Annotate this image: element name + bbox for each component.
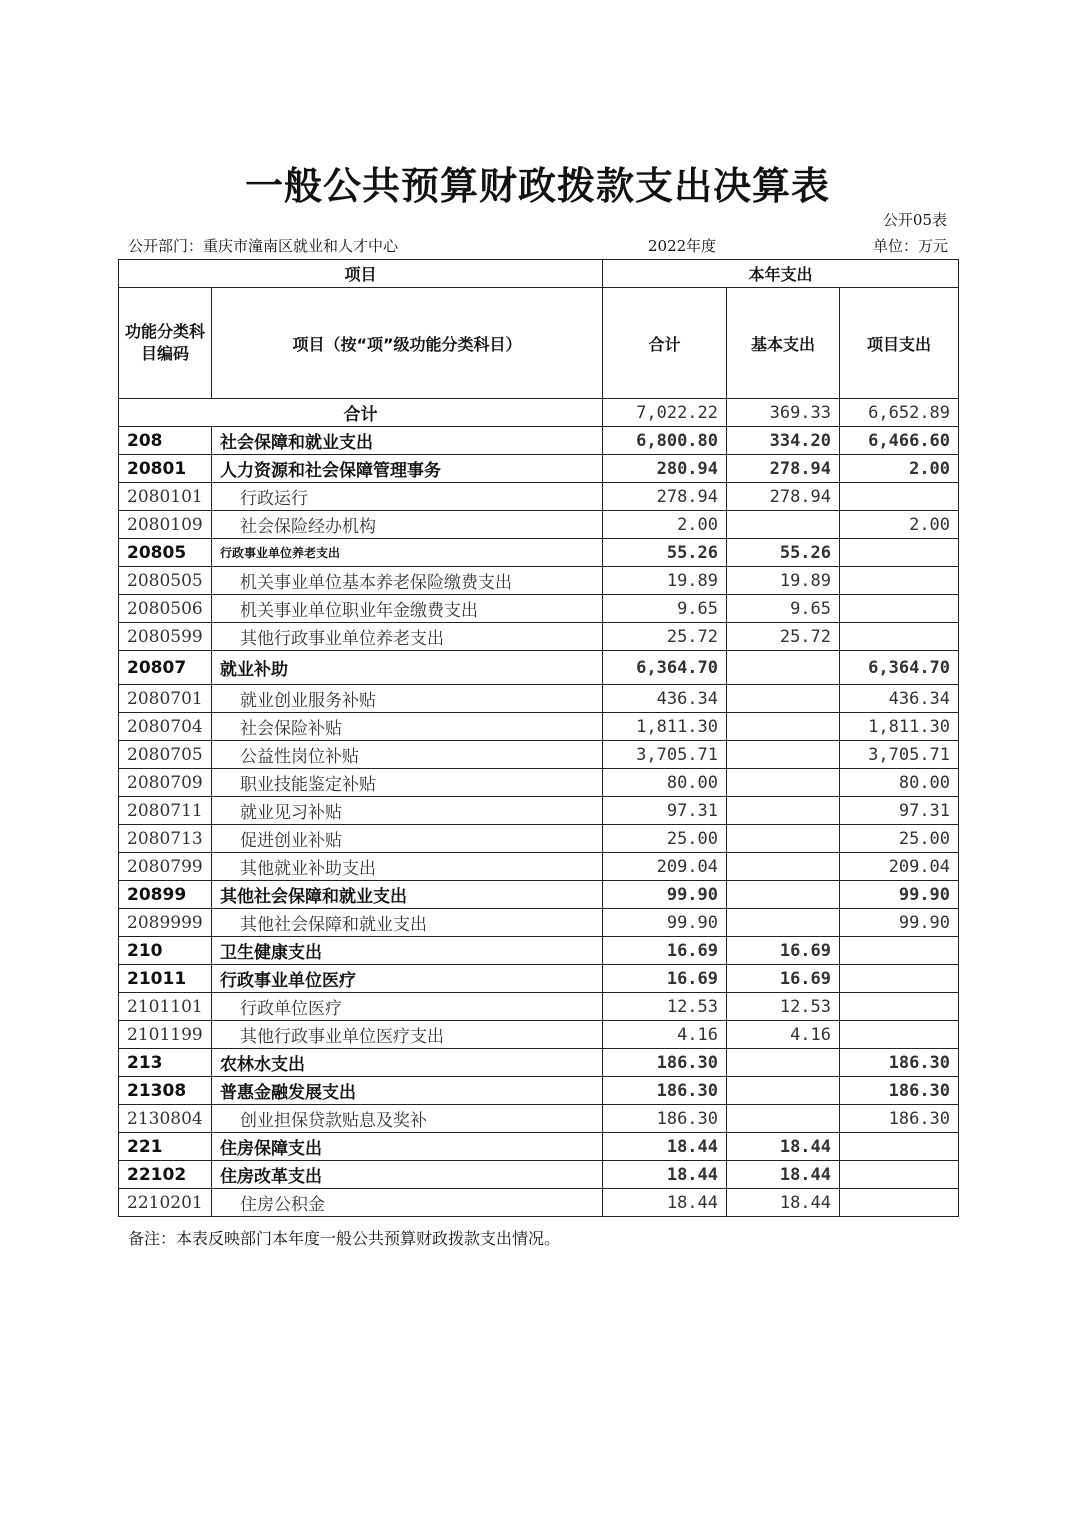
row-total: 18.44: [603, 1161, 727, 1189]
row-total: 9.65: [603, 595, 727, 623]
table-row: [119, 539, 959, 567]
year-label: 2022年度: [648, 237, 717, 255]
row-basic: 18.44: [727, 1133, 840, 1161]
row-name: 社会保险经办机构: [212, 511, 603, 539]
row-code: 21308: [119, 1077, 212, 1105]
row-code: 2080101: [119, 483, 212, 511]
row-code: 221: [119, 1133, 212, 1161]
table-row: [119, 623, 959, 651]
row-total: 186.30: [603, 1049, 727, 1077]
row-name: 住房公积金: [212, 1189, 603, 1217]
row-code: 2080506: [119, 595, 212, 623]
row-project: [840, 595, 959, 623]
row-total: 19.89: [603, 567, 727, 595]
row-total: 4.16: [603, 1021, 727, 1049]
row-basic: 25.72: [727, 623, 840, 651]
row-code: 213: [119, 1049, 212, 1077]
row-total: 12.53: [603, 993, 727, 1021]
table-row: [119, 713, 959, 741]
row-name: 创业担保贷款贴息及奖补: [212, 1105, 603, 1133]
row-project: [840, 1161, 959, 1189]
row-total: 99.90: [603, 881, 727, 909]
row-total: 18.44: [603, 1189, 727, 1217]
row-code: 2080704: [119, 713, 212, 741]
row-project: 97.31: [840, 797, 959, 825]
row-code: 2210201: [119, 1189, 212, 1217]
row-name: 行政事业单位养老支出: [212, 539, 603, 567]
row-code: 20801: [119, 455, 212, 483]
unit-label: 单位：万元: [872, 237, 948, 255]
row-basic: 12.53: [727, 993, 840, 1021]
row-basic: 18.44: [727, 1161, 840, 1189]
row-name: 其他社会保障和就业支出: [212, 909, 603, 937]
row-total: 97.31: [603, 797, 727, 825]
department-label: 公开部门：重庆市潼南区就业和人才中心: [128, 237, 399, 255]
row-basic: 4.16: [727, 1021, 840, 1049]
table-row: [119, 1021, 959, 1049]
row-name: 其他社会保障和就业支出: [212, 881, 603, 909]
row-total: 6,364.70: [603, 651, 727, 685]
row-name: 机关事业单位职业年金缴费支出: [212, 595, 603, 623]
table-row: [119, 741, 959, 769]
row-project: [840, 623, 959, 651]
row-name: 人力资源和社会保障管理事务: [212, 455, 603, 483]
row-name: 机关事业单位基本养老保险缴费支出: [212, 567, 603, 595]
table-row: [119, 1049, 959, 1077]
header-basic: 基本支出: [727, 288, 840, 399]
header-current-year: 本年支出: [603, 260, 959, 288]
table-row: [119, 595, 959, 623]
table-row: [119, 651, 959, 685]
row-project: 80.00: [840, 769, 959, 797]
summary-basic: 369.33: [727, 399, 840, 427]
row-total: 436.34: [603, 685, 727, 713]
row-project: 3,705.71: [840, 741, 959, 769]
row-basic: 9.65: [727, 595, 840, 623]
row-project: [840, 1189, 959, 1217]
table-row: [119, 965, 959, 993]
row-name: 就业创业服务补贴: [212, 685, 603, 713]
row-code: 2089999: [119, 909, 212, 937]
summary-project: 6,652.89: [840, 399, 959, 427]
row-name: 其他行政事业单位养老支出: [212, 623, 603, 651]
row-project: [840, 937, 959, 965]
row-project: 25.00: [840, 825, 959, 853]
row-name: 其他就业补助支出: [212, 853, 603, 881]
row-project: 1,811.30: [840, 713, 959, 741]
row-basic: [727, 853, 840, 881]
table-row: [119, 483, 959, 511]
row-basic: [727, 909, 840, 937]
row-basic: 278.94: [727, 455, 840, 483]
row-name: 普惠金融发展支出: [212, 1077, 603, 1105]
row-code: 2101199: [119, 1021, 212, 1049]
row-basic: [727, 1105, 840, 1133]
table-row: [119, 1077, 959, 1105]
row-project: 99.90: [840, 909, 959, 937]
row-name: 其他行政事业单位医疗支出: [212, 1021, 603, 1049]
table-row: [119, 825, 959, 853]
row-basic: 278.94: [727, 483, 840, 511]
table-row: [119, 909, 959, 937]
row-project: 436.34: [840, 685, 959, 713]
row-basic: [727, 797, 840, 825]
table-row: [119, 1161, 959, 1189]
header-row-2: [119, 288, 959, 399]
header-row-1: [119, 260, 959, 288]
row-name: 行政运行: [212, 483, 603, 511]
row-basic: 18.44: [727, 1189, 840, 1217]
header-project: 项目: [119, 260, 603, 288]
row-name: 行政单位医疗: [212, 993, 603, 1021]
row-name: 社会保障和就业支出: [212, 427, 603, 455]
table-row: [119, 853, 959, 881]
row-name: 农林水支出: [212, 1049, 603, 1077]
row-project: 2.00: [840, 455, 959, 483]
row-total: 6,800.80: [603, 427, 727, 455]
row-basic: [727, 651, 840, 685]
row-basic: [727, 741, 840, 769]
row-code: 2080705: [119, 741, 212, 769]
row-code: 2080799: [119, 853, 212, 881]
row-project: 186.30: [840, 1105, 959, 1133]
row-basic: [727, 769, 840, 797]
expenditure-table: [118, 259, 959, 1217]
table-row: [119, 937, 959, 965]
row-basic: [727, 1049, 840, 1077]
table-row: [119, 797, 959, 825]
header-total: 合计: [603, 288, 727, 399]
row-name: 住房改革支出: [212, 1161, 603, 1189]
row-total: 55.26: [603, 539, 727, 567]
row-name: 就业补助: [212, 651, 603, 685]
table-row: [119, 511, 959, 539]
row-name: 住房保障支出: [212, 1133, 603, 1161]
table-row: [119, 1105, 959, 1133]
row-project: [840, 993, 959, 1021]
row-project: [840, 965, 959, 993]
table-row: [119, 993, 959, 1021]
row-name: 卫生健康支出: [212, 937, 603, 965]
row-basic: 334.20: [727, 427, 840, 455]
page-title: 一般公共预算财政拨款支出决算表: [244, 164, 830, 208]
row-total: 3,705.71: [603, 741, 727, 769]
row-project: 99.90: [840, 881, 959, 909]
table-row: [119, 881, 959, 909]
row-total: 25.00: [603, 825, 727, 853]
row-name: 社会保险补贴: [212, 713, 603, 741]
row-code: 2080599: [119, 623, 212, 651]
row-name: 促进创业补贴: [212, 825, 603, 853]
row-total: 2.00: [603, 511, 727, 539]
row-total: 209.04: [603, 853, 727, 881]
row-basic: 16.69: [727, 965, 840, 993]
row-code: 20805: [119, 539, 212, 567]
row-total: 186.30: [603, 1105, 727, 1133]
row-project: [840, 1133, 959, 1161]
row-code: 22102: [119, 1161, 212, 1189]
row-project: 186.30: [840, 1077, 959, 1105]
row-code: 2080505: [119, 567, 212, 595]
row-basic: 19.89: [727, 567, 840, 595]
row-basic: [727, 1077, 840, 1105]
row-total: 16.69: [603, 937, 727, 965]
table-row: [119, 769, 959, 797]
row-basic: [727, 685, 840, 713]
row-code: 20807: [119, 651, 212, 685]
row-total: 186.30: [603, 1077, 727, 1105]
row-project: 2.00: [840, 511, 959, 539]
row-name: 公益性岗位补贴: [212, 741, 603, 769]
report-meta: [128, 235, 948, 255]
footnote: 备注：本表反映部门本年度一般公共预算财政拨款支出情况。: [128, 1229, 561, 1248]
row-code: 2080709: [119, 769, 212, 797]
row-basic: [727, 825, 840, 853]
header-code: 功能分类科目编码: [119, 288, 212, 399]
summary-total: 7,022.22: [603, 399, 727, 427]
summary-row: [119, 399, 959, 427]
row-project: 6,466.60: [840, 427, 959, 455]
row-code: 2080711: [119, 797, 212, 825]
table-row: [119, 685, 959, 713]
table-row: [119, 455, 959, 483]
row-code: 2080713: [119, 825, 212, 853]
row-name: 行政事业单位医疗: [212, 965, 603, 993]
row-basic: 55.26: [727, 539, 840, 567]
row-total: 80.00: [603, 769, 727, 797]
summary-label: 合计: [119, 399, 603, 427]
row-basic: 16.69: [727, 937, 840, 965]
row-basic: [727, 713, 840, 741]
row-total: 16.69: [603, 965, 727, 993]
row-total: 18.44: [603, 1133, 727, 1161]
row-code: 2080701: [119, 685, 212, 713]
header-name: 项目（按“项”级功能分类科目）: [212, 288, 603, 399]
row-name: 就业见习补贴: [212, 797, 603, 825]
row-project: 209.04: [840, 853, 959, 881]
table-row: [119, 567, 959, 595]
table-row: [119, 1189, 959, 1217]
row-basic: [727, 511, 840, 539]
table-row: [119, 1133, 959, 1161]
row-total: 1,811.30: [603, 713, 727, 741]
form-number: 公开05表: [882, 211, 947, 229]
row-code: 21011: [119, 965, 212, 993]
row-code: 2101101: [119, 993, 212, 1021]
row-code: 2130804: [119, 1105, 212, 1133]
row-code: 208: [119, 427, 212, 455]
table-row: [119, 427, 959, 455]
row-name: 职业技能鉴定补贴: [212, 769, 603, 797]
row-total: 99.90: [603, 909, 727, 937]
row-total: 25.72: [603, 623, 727, 651]
row-code: 2080109: [119, 511, 212, 539]
row-project: [840, 1021, 959, 1049]
row-project: 6,364.70: [840, 651, 959, 685]
row-code: 210: [119, 937, 212, 965]
row-basic: [727, 881, 840, 909]
row-project: [840, 539, 959, 567]
row-project: [840, 567, 959, 595]
row-project: 186.30: [840, 1049, 959, 1077]
row-total: 278.94: [603, 483, 727, 511]
row-total: 280.94: [603, 455, 727, 483]
row-code: 20899: [119, 881, 212, 909]
row-project: [840, 483, 959, 511]
header-project-expense: 项目支出: [840, 288, 959, 399]
